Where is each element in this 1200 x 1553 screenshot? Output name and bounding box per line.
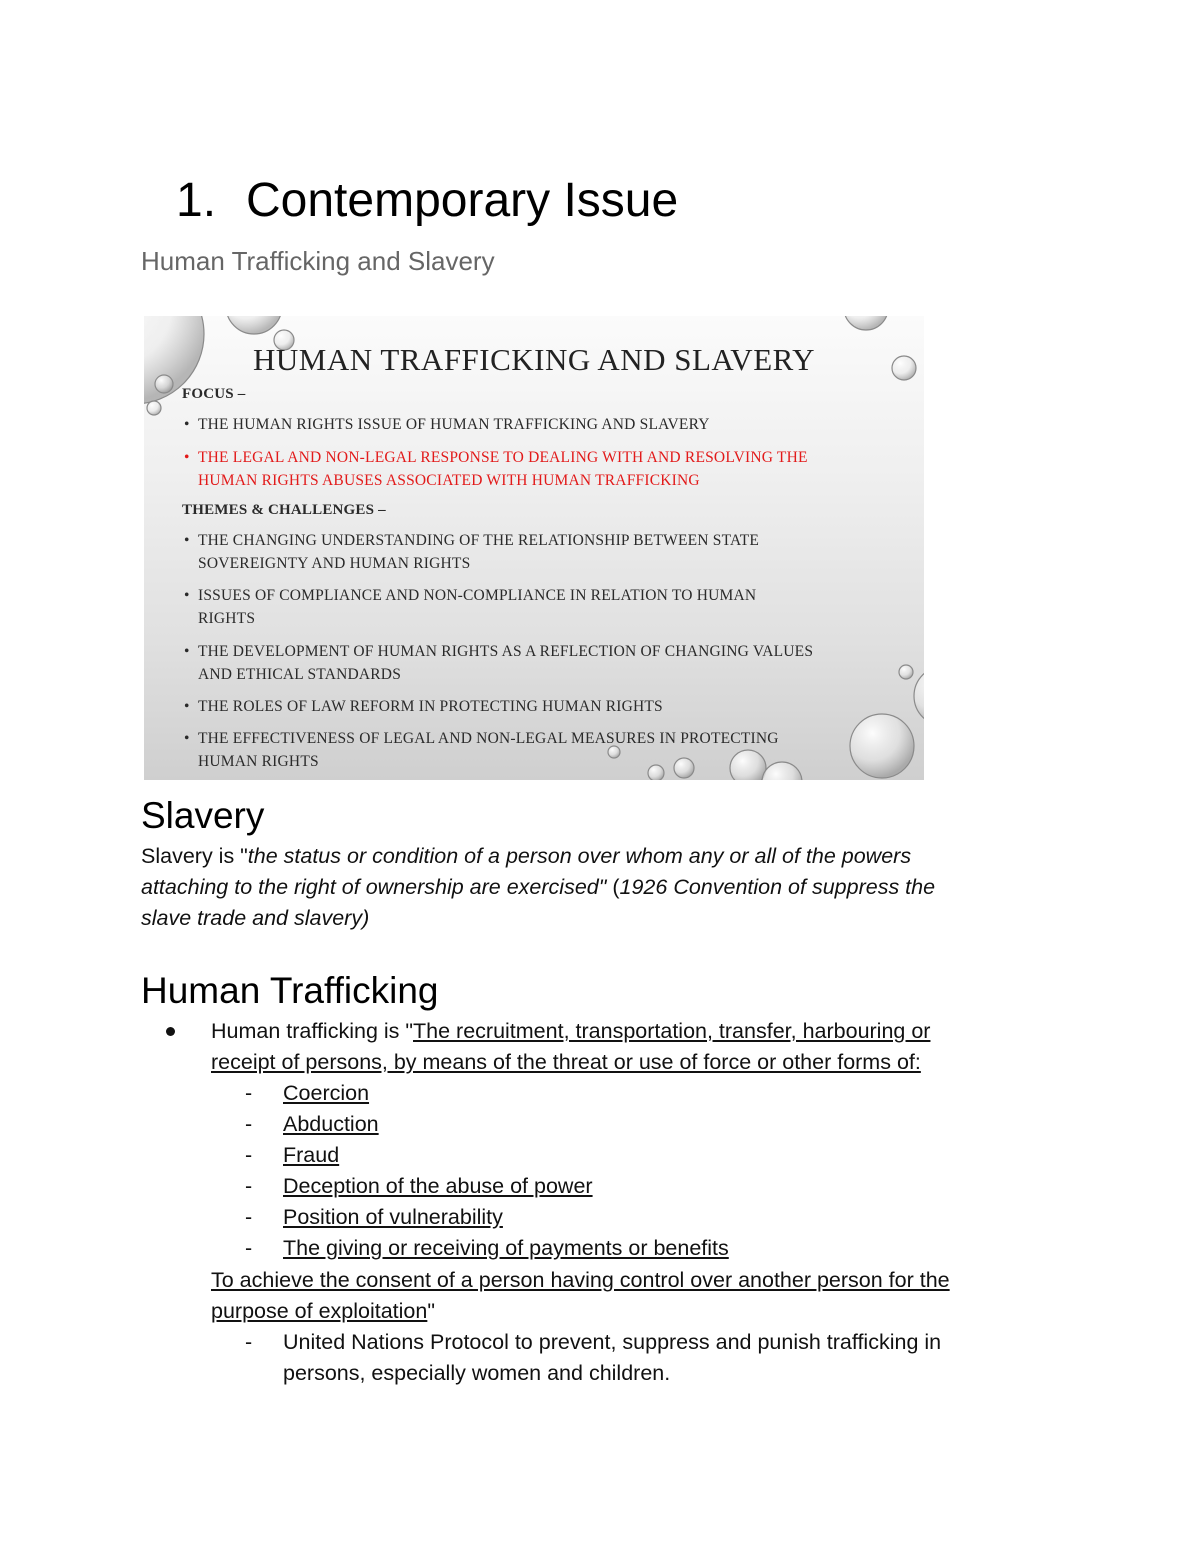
slide-title: HUMAN TRAFFICKING AND SLAVERY [253, 342, 815, 377]
dash-marker: - [245, 1143, 253, 1167]
focus-item: • THE HUMAN RIGHTS ISSUE OF HUMAN TRAFFICKING AND SLAVERY [184, 416, 710, 433]
section-heading [176, 170, 678, 232]
slide-image [144, 316, 924, 780]
trafficking-definition-line-1: Human trafficking is "The recruitment, transportation, transfer, harbouring or [211, 1019, 931, 1043]
focus-item-highlighted: • THE LEGAL AND NON-LEGAL RESPONSE TO DEALING WITH AND RESOLVING THE HUMAN RIGHTS ABUSES ASSOCIATED WITH HUMAN TRAFFICKING [184, 449, 808, 489]
dash-marker: - [245, 1081, 253, 1105]
form-item-coercion: Coercion [283, 1081, 370, 1105]
heading-text: Contemporary Issue [246, 174, 679, 227]
slavery-definition: Slavery is "the status or condition of a person over whom any or all of the powers attaching to the right of ownership are exercised" (1926 Convention of suppress the slave trade and slavery) [141, 844, 936, 930]
section-subtitle: Human Trafficking and Slavery [141, 246, 495, 276]
themes-item: • THE ROLES OF LAW REFORM IN PROTECTING HUMAN RIGHTS [184, 698, 663, 715]
bullet-dot [166, 1027, 175, 1036]
slavery-heading: Slavery [141, 795, 265, 836]
themes-item: • THE DEVELOPMENT OF HUMAN RIGHTS AS A REFLECTION OF CHANGING VALUES AND ETHICAL STANDARDS [184, 643, 814, 683]
dash-marker: - [245, 1112, 253, 1136]
dash-marker: - [245, 1174, 253, 1198]
form-item-fraud: Fraud [283, 1143, 340, 1167]
form-item-deception: Deception of the abuse of power [283, 1174, 593, 1198]
themes-item: • THE EFFECTIVENESS OF LEGAL AND NON-LEGAL MEASURES IN PROTECTING HUMAN RIGHTS [184, 730, 779, 770]
trafficking-heading: Human Trafficking [141, 970, 439, 1011]
themes-item: • ISSUES OF COMPLIANCE AND NON-COMPLIANCE IN RELATION TO HUMAN RIGHTS [184, 587, 757, 627]
purpose-line-2: purpose of exploitation" [211, 1299, 435, 1323]
form-item-payments: The giving or receiving of payments or benefits [283, 1236, 729, 1260]
purpose-line-1: To achieve the consent of a person having control over another person for the [211, 1268, 950, 1292]
source-line-2: persons, especially women and children. [283, 1361, 671, 1385]
trafficking-definition-line-2: receipt of persons, by means of the threat or use of force or other forms of: [211, 1050, 921, 1074]
dash-marker: - [245, 1205, 253, 1229]
form-item-vulnerability: Position of vulnerability [283, 1205, 503, 1229]
themes-item: • THE CHANGING UNDERSTANDING OF THE RELATIONSHIP BETWEEN STATE SOVEREIGNTY AND HUMAN RIGHTS [184, 532, 760, 572]
source-line-1: United Nations Protocol to prevent, suppress and punish trafficking in [283, 1330, 942, 1354]
focus-label: FOCUS – [182, 386, 246, 402]
heading-number: 1. [176, 174, 217, 227]
dash-marker: - [245, 1330, 253, 1354]
dash-marker: - [245, 1236, 253, 1260]
form-item-abduction: Abduction [283, 1112, 379, 1136]
themes-label: THEMES & CHALLENGES – [182, 502, 386, 518]
